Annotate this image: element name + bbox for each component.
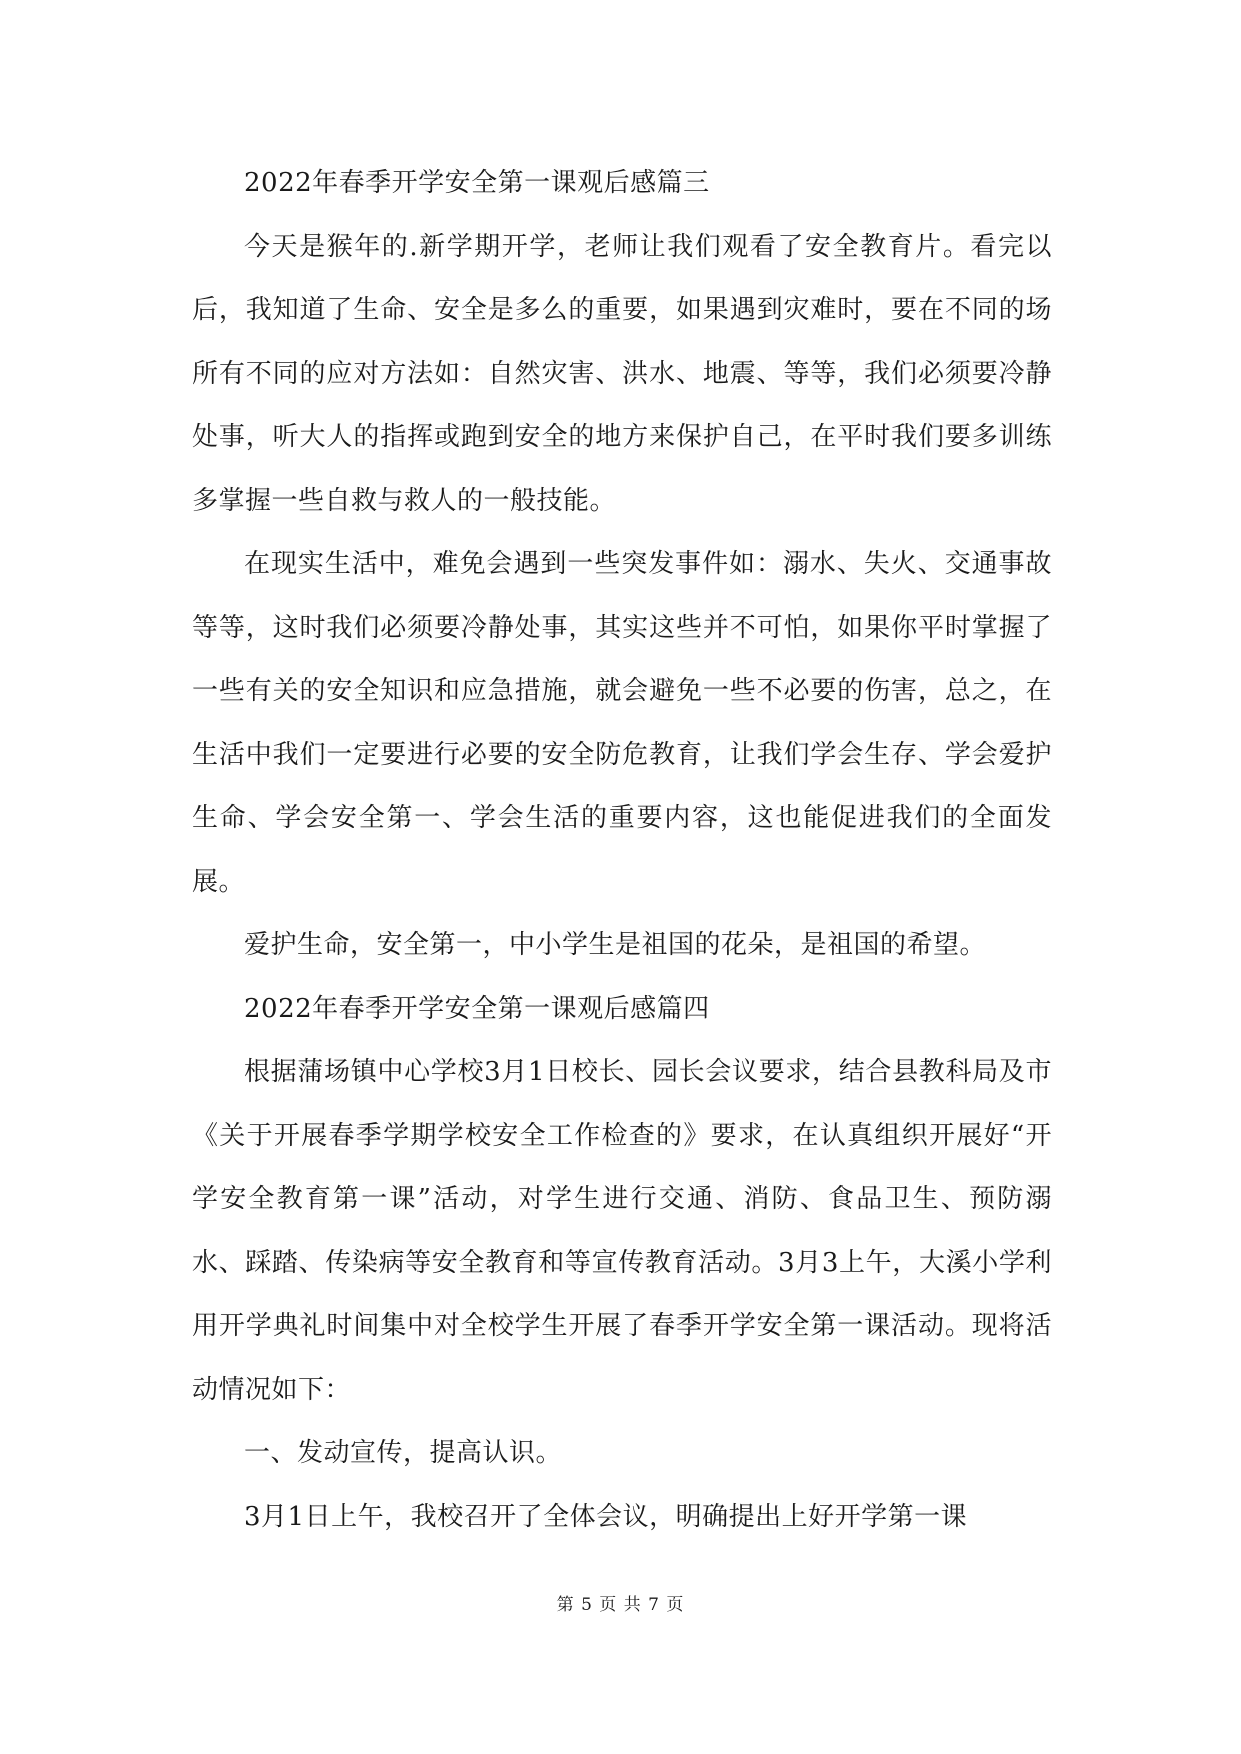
paragraph: 根据蒲场镇中心学校3月1日校长、园长会议要求，结合县教科局及市《关于开展春季学期学校安全工作检查的》要求，在认真组织开展好“开学安全教育第一课”活动，对学生进行交通、消防、食品卫生、预防溺水、踩踏、传染病等安全教育和等宣传教育活动。3月3上午，大溪小学利用开学典礼时间集中对全校学生开展了春季开学安全第一课活动。现将活动情况如下： — [192, 1057, 1052, 1405]
document-body — [192, 152, 1052, 1549]
sub-heading: 一、发动宣传，提高认识。 — [244, 1438, 563, 1468]
paragraph: 今天是猴年的.新学期开学，老师让我们观看了安全教育片。看完以后，我知道了生命、安全是多么的重要，如果遇到灾难时，要在不同的场所有不同的应对方法如：自然灾害、洪水、地震、等等，我们必须要冷静处事，听大人的指挥或跑到安全的地方来保护自己，在平时我们要多训练多掌握一些自救与救人的一般技能。 — [192, 231, 1052, 516]
page-number-footer: 第 5 页 共 7 页 — [556, 1595, 685, 1615]
section-heading-4: 2022年春季开学安全第一课观后感篇四 — [244, 993, 710, 1024]
section-heading-3: 2022年春季开学安全第一课观后感篇三 — [244, 168, 710, 198]
paragraph: 3月1日上午，我校召开了全体会议，明确提出上好开学第一课 — [244, 1501, 968, 1532]
paragraph: 爱护生命，安全第一，中小学生是祖国的花朵，是祖国的希望。 — [244, 930, 987, 960]
paragraph: 在现实生活中，难免会遇到一些突发事件如：溺水、失火、交通事故等等，这时我们必须要冷静处事，其实这些并不可怕，如果你平时掌握了一些有关的安全知识和应急措施，就会避免一些不必要的伤害，总之，在生活中我们一定要进行必要的安全防危教育，让我们学会生存、学会爱护生命、学会安全第一、学会生活的重要内容，这也能促进我们的全面发展。 — [192, 549, 1052, 897]
